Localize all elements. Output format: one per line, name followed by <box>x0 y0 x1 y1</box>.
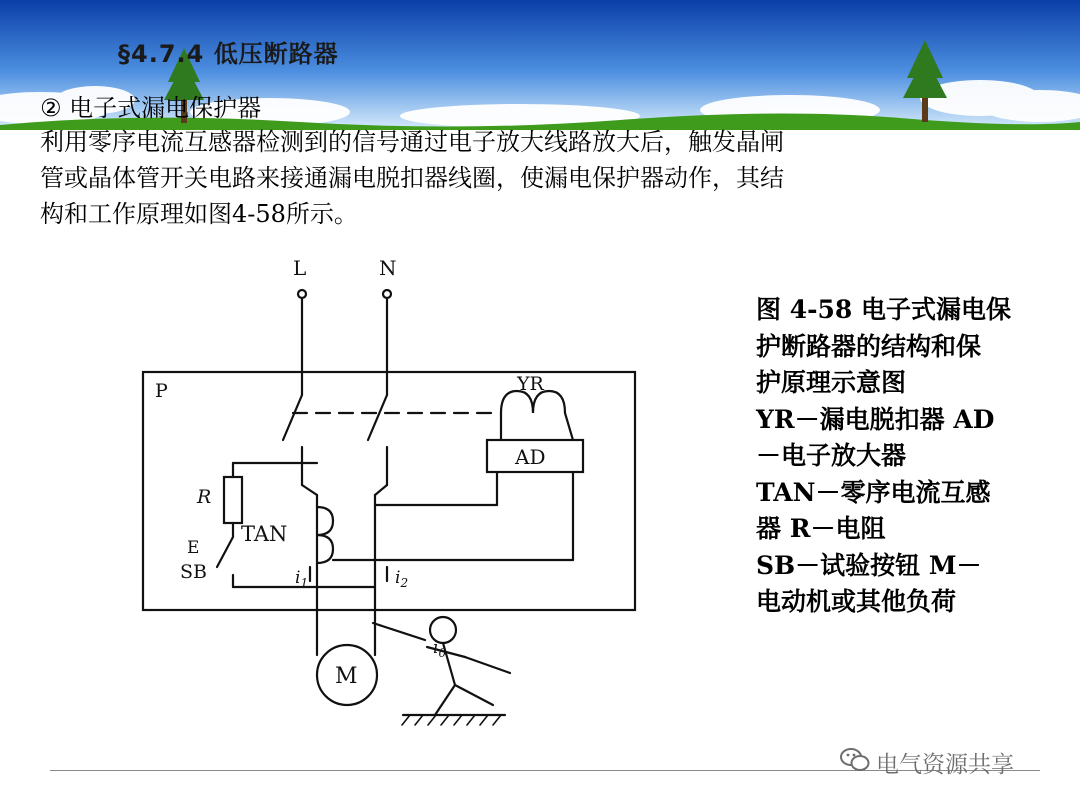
caption-line: 护原理示意图 <box>756 368 907 397</box>
test-button-sb <box>217 537 233 567</box>
caption-line: TAN－零序电流互感 <box>756 477 991 507</box>
test-button-label-e: E <box>187 538 200 558</box>
caption-line: SB－试验按钮 M－ <box>756 550 982 580</box>
caption-line: －电子放大器 <box>756 441 907 470</box>
terminal-label-n: N <box>379 256 397 280</box>
body-line: 利用零序电流互感器检测到的信号通过电子放大线路放大后，触发晶闸 <box>40 128 784 156</box>
terminal-n <box>383 290 391 298</box>
body-line: 管或晶体管开关电路来接通漏电脱扣器线圈，使漏电保护器动作，其结 <box>40 164 784 192</box>
current-label-i1: $i_1$ <box>295 568 309 590</box>
motor-label: M <box>335 664 358 689</box>
test-button-label-sb: SB <box>180 561 207 583</box>
caption-line: 护断路器的结构和保 <box>756 331 982 361</box>
tan-label: TAN <box>241 522 288 546</box>
resistor-r <box>224 477 242 523</box>
enclosure-label-p: P <box>155 380 168 402</box>
ad-label: AD <box>515 445 546 469</box>
circuit-diagram <box>125 245 665 749</box>
caption-line: 器 R－电阻 <box>756 514 886 543</box>
body-line: 构和工作原理如图4-58所示。 <box>40 200 358 228</box>
tan-coil <box>317 507 333 563</box>
terminal-label-l: L <box>293 256 307 280</box>
slide-title: §4.7.4 低压断路器 <box>118 40 339 68</box>
switch-contact-n <box>368 395 387 440</box>
wechat-icon <box>840 747 870 779</box>
caption-line: YR－漏电脱扣器 AD <box>756 404 995 434</box>
current-label-i0: $i_0$ <box>433 638 447 660</box>
caption-line: 电动机或其他负荷 <box>756 587 957 616</box>
ground-hatch <box>402 715 501 725</box>
person-figure <box>427 617 510 715</box>
yr-label: YR <box>517 373 544 395</box>
watermark <box>840 746 1014 779</box>
switch-contact-l <box>283 395 302 440</box>
body-paragraph <box>40 124 1000 232</box>
breaker-enclosure <box>143 372 635 610</box>
terminal-l <box>298 290 306 298</box>
current-label-i2: $i_2$ <box>395 568 409 590</box>
resistor-label: R <box>197 486 212 508</box>
caption-line: 图 4-58 电子式漏电保 <box>756 295 1011 324</box>
watermark-text: 电气资源共享 <box>876 752 1014 778</box>
section-subheading: ② 电子式漏电保护器 <box>40 94 262 122</box>
figure-caption <box>756 292 1056 621</box>
